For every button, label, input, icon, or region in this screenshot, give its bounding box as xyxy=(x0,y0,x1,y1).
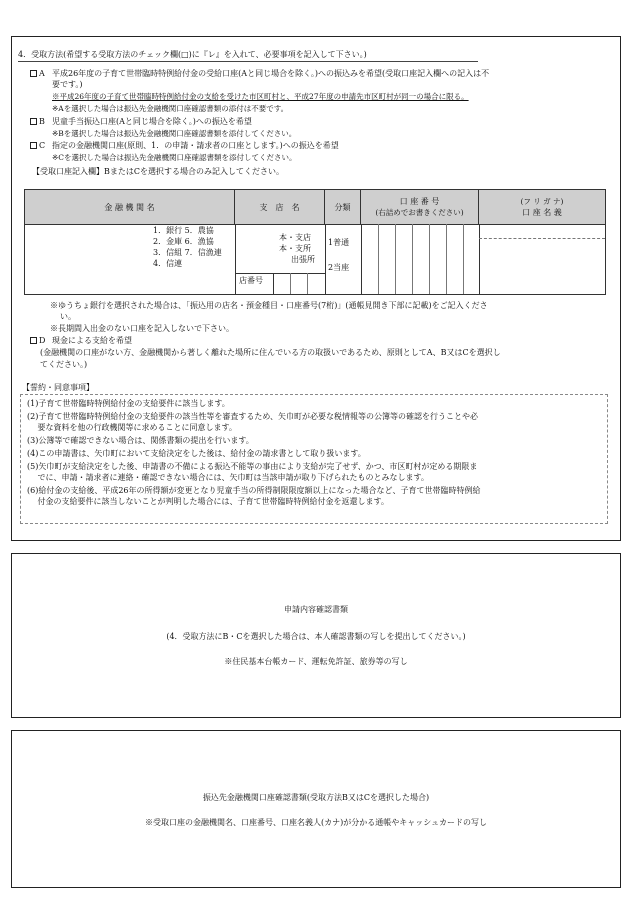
branch-type-3: 出張所 xyxy=(291,255,315,264)
option-a-code: A xyxy=(39,69,45,78)
box2-title: 申請内容確認書類 xyxy=(284,605,348,614)
option-a-checkbox[interactable] xyxy=(30,70,37,77)
yucho-note-line1: ※ゆうちょ銀行を選択された場合は、「振込用の店名・預金種目・口座番号(7桁)」(通帳見開き下部に記載)をご記入くださ xyxy=(50,301,488,310)
oath-box xyxy=(20,394,608,524)
header-account-number xyxy=(361,190,479,224)
bank-type-3: 3．信組 7．信漁連 xyxy=(153,248,222,257)
oath-item-4: (4)この申請書は、矢巾町において支給決定をした後は、給付金の請求書として取り扱います。 xyxy=(27,449,366,458)
header-account-number-label: 口 座 番 号 xyxy=(399,197,440,206)
oath-item-2b: 要な資料を他の行政機関等に求めることに同意します。 xyxy=(27,423,237,432)
option-a-note2: ※Aを選択した場合は振込先金融機関口座確認書類の添付は不要です。 xyxy=(52,104,289,113)
option-a-note1: ※平成26年度の子育て世帯臨時特例給付金の支給を受けた市区町村と、平成27年度の申請先市区町村が同一の場合に限る。 xyxy=(52,92,469,101)
option-b[interactable] xyxy=(30,117,45,127)
branch-no-cell-3 xyxy=(307,273,308,294)
option-d-code: D xyxy=(39,336,46,345)
title-underline xyxy=(18,61,478,62)
col-divider-4 xyxy=(479,224,480,294)
col-divider-3 xyxy=(361,224,362,294)
digit-cell[interactable] xyxy=(395,224,396,294)
oath-item-5b: でに、申請・請求者に連絡・確認できない場合には、矢巾町は当該申請が取り下げられたものとみなします。 xyxy=(27,473,429,482)
header-account-holder xyxy=(479,190,605,224)
option-c-checkbox[interactable] xyxy=(30,142,37,149)
oath-item-1: (1)子育て世帯臨時特例給付金の支給要件に該当します。 xyxy=(27,399,230,408)
header-account-number-note: (右詰めでお書きください) xyxy=(375,208,464,217)
bank-type-1: 1．銀行 5．農協 xyxy=(153,226,214,235)
option-a-line1: 平成26年度の子育て世帯臨時特例給付金の受給口座(Aと同じ場合を除く。)への振込みを希望(受取口座記入欄への記入は不 xyxy=(52,69,490,78)
oath-item-6b: 付金の支給要件に該当しないことが判明した場合には、子育て世帯臨時特例給付金を返還します。 xyxy=(27,497,389,506)
option-b-line1: 児童手当振込口座(Aと同じ場合を除く。)への振込を希望 xyxy=(52,117,252,126)
oath-item-5: (5)矢巾町が支給決定をした後、申請書の不備による振込不能等の事由により支給が完了せず、かつ、市区町村が定める期限ま xyxy=(27,462,478,471)
branch-type-1: 本・支店 xyxy=(279,233,311,242)
option-c[interactable] xyxy=(30,141,45,151)
header-class: 分類 xyxy=(325,190,361,224)
receipt-method-section xyxy=(11,36,621,541)
furigana-rule xyxy=(479,238,605,239)
digit-cell[interactable] xyxy=(429,224,430,294)
option-d-line1: 現金による支給を希望 xyxy=(52,336,132,345)
option-c-note: ※Cを選択した場合は振込先金融機関口座確認書類を添付してください。 xyxy=(52,153,297,162)
bank-type-2: 2．金庫 6．漁協 xyxy=(153,237,214,246)
bank-account-confirmation-docs-box xyxy=(11,730,621,888)
oath-title: 【誓約・同意事項】 xyxy=(22,383,94,392)
option-d-line2: (金融機関の口座がない方、金融機関から著しく離れた場所に住んでいる方の取扱いであるため、原則としてA、B又はCを選択し xyxy=(40,348,501,357)
option-a-line2: 要です。) xyxy=(52,80,83,89)
header-furigana: (フ リ ガ ナ) xyxy=(520,197,564,206)
option-d-line3: てください。) xyxy=(40,360,88,369)
col-divider-1 xyxy=(235,224,236,294)
branch-no-cell-2 xyxy=(290,273,291,294)
option-b-checkbox[interactable] xyxy=(30,118,37,125)
bank-account-table xyxy=(24,189,606,295)
branch-no-rule xyxy=(235,273,325,274)
oath-item-3: (3)公簿等で確認できない場合は、関係書類の提出を行います。 xyxy=(27,436,254,445)
class-type-1: 1普通 xyxy=(328,238,350,247)
option-b-code: B xyxy=(39,117,45,126)
digit-cell[interactable] xyxy=(378,224,379,294)
application-confirmation-docs-box xyxy=(11,553,621,718)
branch-no-cell-1 xyxy=(273,273,274,294)
account-heading: 【受取口座記入欄】BまたはCを選択する場合のみ記入してください。 xyxy=(32,167,284,176)
digit-cell[interactable] xyxy=(446,224,447,294)
digit-cell[interactable] xyxy=(463,224,464,294)
oath-item-6: (6)給付金の支給後、平成26年の所得額が変更となり児童手当の所得制限限度額以上になった場合など、子育て世帯臨時特例給 xyxy=(27,486,481,495)
option-c-line1: 指定の金融機関口座(原則、1．の申請・請求者の口座とします。)への振込を希望 xyxy=(52,141,339,150)
bank-type-4: 4．信連 xyxy=(153,259,183,268)
class-type-2: 2当座 xyxy=(328,263,350,272)
col-divider-2 xyxy=(325,224,326,294)
branch-no-label: 店番号 xyxy=(239,276,263,285)
option-b-note: ※Bを選択した場合は振込先金融機関口座確認書類を添付してください。 xyxy=(52,129,297,138)
option-a[interactable] xyxy=(30,69,45,79)
option-d-checkbox[interactable] xyxy=(30,337,37,344)
header-branch-name: 支 店 名 xyxy=(235,190,325,224)
oath-item-2: (2)子育て世帯臨時特例給付金の支給要件の該当性等を審査するため、矢巾町が必要な税情報等の公簿等の確認を行うことや必 xyxy=(27,412,479,421)
digit-cell[interactable] xyxy=(412,224,413,294)
yucho-note-line2: い。 xyxy=(60,312,76,321)
box3-line1: ※受取口座の金融機関名、口座番号、口座名義人(カナ)が分かる通帳やキャッシュカードの写し xyxy=(144,818,488,827)
header-holder-label: 口 座 名 義 xyxy=(522,208,562,217)
box2-line2: ※住民基本台帳カード、運転免許証、旅券等の写し xyxy=(224,657,408,666)
box3-title: 振込先金融機関口座確認書類(受取方法B又はCを選択した場合) xyxy=(202,793,430,802)
table-header-rule xyxy=(25,224,605,225)
box2-line1: (4．受取方法にB・Cを選択した場合は、本人確認書類の写しを提出してください。) xyxy=(166,632,466,641)
section-title: 4．受取方法(希望する受取方法のチェック欄(□)に『レ』を入れて、必要事項を記入して下さい。) xyxy=(18,50,367,59)
option-d[interactable] xyxy=(30,336,45,346)
longterm-note: ※長期間入出金のない口座を記入しないで下さい。 xyxy=(50,324,234,333)
option-c-code: C xyxy=(39,141,46,150)
header-bank-name: 金 融 機 関 名 xyxy=(25,190,235,224)
branch-type-2: 本・支所 xyxy=(279,244,311,253)
